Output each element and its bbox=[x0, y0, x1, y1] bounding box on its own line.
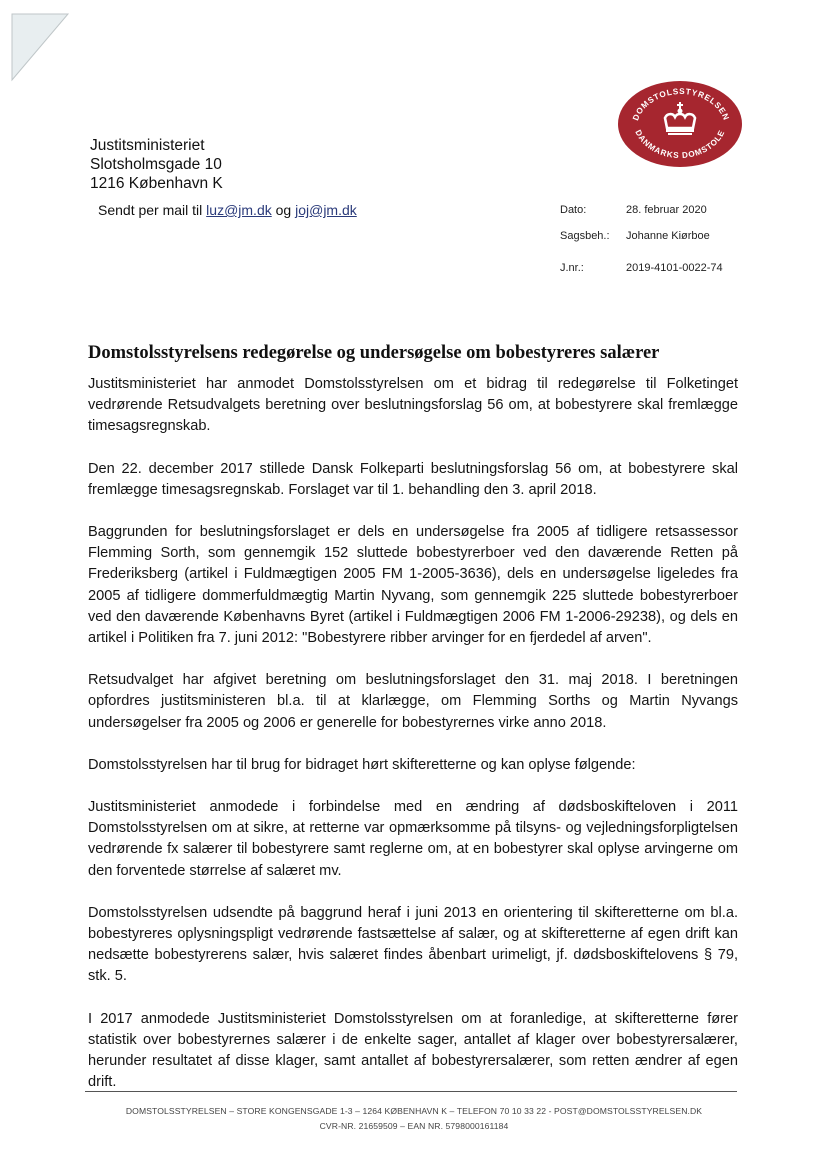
paragraph: Baggrunden for beslutningsforslaget er dels en undersøgelse fra 2005 af tidligere retsassessor Flemming Sorth, som gennemgik 152 sluttede bobestyrerboer ved den daværende Retten på Frederiksberg (artikel i Fuldmægtigen 2005 FM 1-2005-3636), dels en undersøgelse ligeledes fra 2005 af tidligere dommerfuldmægtig Martin Nyvang, som gennemgik 225 sluttede bobestyrerboer ved den daværende Københavns Byret (artikel i Fuldmægtigen 2006 FM 1-2006-29238), og dels en artikel i Politiken fra 7. juni 2012: "Bobestyrere ribber arvinger for en fjerdedel af arven". bbox=[88, 524, 738, 647]
paragraph: Justitsministeriet anmodede i forbindelse med en ændring af dødsboskifteloven i 2011 Domstolsstyrelsen om at sikre, at retterne var opmærksomme på tilsyns- og vejledningsforpligtelsen vedrørende fx salærer til bobestyrere samt reglerne om, at en bobestyrer skal oplyse arvingerne om den forventede størrelse af salæret mv. bbox=[88, 799, 738, 879]
handler-label: Sagsbeh.: bbox=[560, 230, 610, 242]
case-number-value: 2019-4101-0022-74 bbox=[626, 262, 723, 274]
case-number-label: J.nr.: bbox=[560, 262, 584, 274]
sent-by-mail-line bbox=[98, 202, 357, 218]
recipient-city: 1216 København K bbox=[90, 175, 223, 192]
sent-prefix: Sendt per mail til bbox=[98, 202, 207, 218]
paragraph: Domstolsstyrelsen har til brug for bidraget hørt skifteretterne og kan oplyse følgende: bbox=[88, 756, 636, 773]
paragraph: I 2017 anmodede Justitsministeriet Domstolsstyrelsen om at foranledige, at skifteretterne fører statistik over bobestyrernes salærer i de enkelte sager, antallet af klager over bobestyrersalærer, herunder resultatet af disse klager, samt antallet af bobestyrersalærer, som retten ændrer af egen drift. bbox=[88, 1010, 738, 1091]
paragraph: Justitsministeriet har anmodet Domstolsstyrelsen om et bidrag til redegørelse til Folketinget vedrørende Retsudvalgets beretning over beslutningsforslag 56 om, at bobestyrere skal fremlægge timesagsregnskab. bbox=[88, 376, 738, 435]
handler-value: Johanne Kiørboe bbox=[626, 230, 710, 242]
document-body bbox=[88, 374, 738, 1114]
paragraph: Retsudvalget har afgivet beretning om beslutningsforslaget den 31. maj 2018. I beretningen opfordres justitsministeren bl.a. til at klarlægge, om Flemming Sorths og Martin Nyvangs undersøgelser fra 2005 og 2006 er generelle for bobestyrernes virke anno 2018. bbox=[88, 672, 738, 731]
recipient-name: Justitsministeriet bbox=[90, 137, 205, 154]
date-label: Dato: bbox=[560, 204, 587, 216]
recipient-address bbox=[90, 136, 223, 193]
domstolsstyrelsen-logo bbox=[617, 80, 743, 168]
document-title: Domstolsstyrelsens redegørelse og undersøgelse om bobestyreres salærer bbox=[88, 343, 660, 363]
footer-divider bbox=[85, 1091, 737, 1092]
email-link-joj[interactable]: joj@jm.dk bbox=[295, 202, 357, 218]
page-corner-fold bbox=[10, 12, 70, 82]
date-value: 28. februar 2020 bbox=[626, 204, 707, 216]
footer-registration-line: CVR-NR. 21659509 – EAN NR. 5798000161184 bbox=[319, 1121, 509, 1131]
paragraph: Den 22. december 2017 stillede Dansk Folkeparti beslutningsforslag 56 om, at bobestyrere skal fremlægge timesagsregnskab. Forslaget var til 1. behandling den 3. april 2018. bbox=[88, 460, 738, 498]
recipient-street: Slotsholmsgade 10 bbox=[90, 156, 222, 173]
paragraph: Domstolsstyrelsen udsendte på baggrund heraf i juni 2013 en orientering til skifteretterne om bl.a. bobestyreres oplysningspligt vedrørende fastsættelse af salær, og at skifteretterne af egen drift kan nedsætte bobestyrerens salær, hvis salæret findes åbenbart urimeligt, jf. dødsboskiftelovens § 79, stk. 5. bbox=[88, 904, 738, 985]
footer-contact-line: DOMSTOLSSTYRELSEN – STORE KONGENSGADE 1-3 – 1264 KØBENHAVN K – TELEFON 70 10 33 22 - POST@DOMSTOLSSTYRELSEN.DK bbox=[125, 1106, 703, 1116]
email-link-luz[interactable]: luz@jm.dk bbox=[206, 202, 272, 218]
logo-top-text: DOMSTOLSSTYRELSEN bbox=[631, 86, 731, 122]
sent-joiner: og bbox=[271, 202, 296, 218]
logo-bottom-text: DANMARKS DOMSTOLE bbox=[633, 128, 727, 161]
